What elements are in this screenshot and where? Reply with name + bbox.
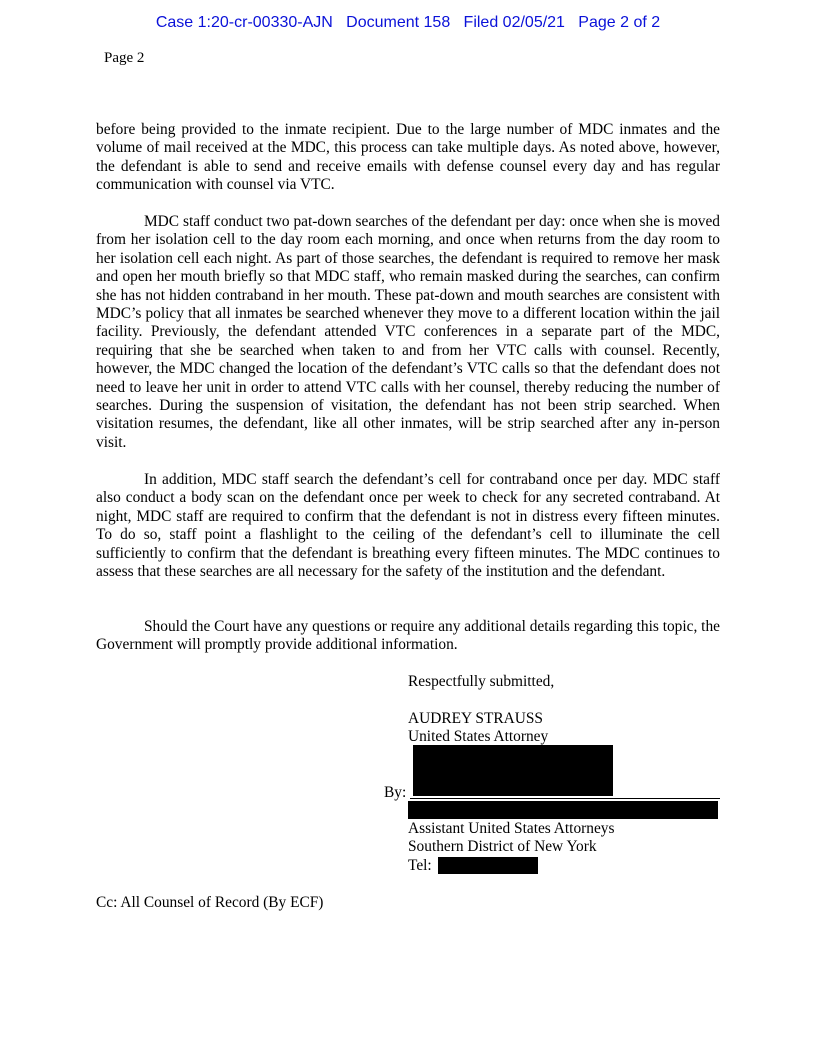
paragraph-2: MDC staff conduct two pat-down searches of the defendant per day: once when she is moved from her isolation cell to the day room each morning, and once when returns from the day room to her isolation cell each night. As part of those searches, the defendant is required to remove her mask and open her mouth briefly so that MDC staff, who remain masked during the searches, can confirm she has not hidden contraband in her mouth. These pat-down and mouth searches are consistent with MDC’s policy that all inmates be searched whenever they move to a different location within the jail facility. Previously, the defendant attended VTC conferences in a separate part of the MDC, requiring that she be searched when taken to and from her VTC calls with counsel. Recently, however, the MDC changed the location of the defendant’s VTC calls so that the defendant does not need to leave her unit in order to attend VTC calls with her counsel, thereby reducing the number of searches. During the suspension of visitation, the defendant has not been strip searched. When visitation resumes, the defendant, like all other inmates, will be strip searched after any in-person visit. xyxy=(96,213,720,451)
signature-by-label: By: xyxy=(384,784,407,801)
cc-line: Cc: All Counsel of Record (By ECF) xyxy=(96,894,324,911)
attorney-title: United States Attorney xyxy=(408,728,549,746)
signature-line xyxy=(410,798,720,799)
case-header-stamp: Case 1:20-cr-00330-AJN Document 158 Filed 02/05/21 Page 2 of 2 xyxy=(155,14,661,31)
redacted-names xyxy=(408,801,718,819)
paragraph-1: before being provided to the inmate recipient. Due to the large number of MDC inmates and the volume of mail received at the MDC, this process can take multiple days. As noted above, however, the defendant is able to send and receive emails with defense counsel every day and has regular communication with counsel via VTC. xyxy=(96,121,720,194)
signer-district: Southern District of New York xyxy=(408,838,597,856)
signer-role: Assistant United States Attorneys xyxy=(408,820,615,837)
paragraph-3: In addition, MDC staff search the defendant’s cell for contraband once per day. MDC staff also conduct a body scan on the defendant once per week to check for any secreted contraband. At night, MDC staff are required to confirm that the defendant is not in distress every fifteen minutes. To do so, staff point a flashlight to the ceiling of the defendant’s cell to illuminate the cell sufficiently to confirm that the defendant is breathing every fifteen minutes. The MDC continues to assess that these searches are all necessary for the safety of the institution and the defendant. xyxy=(96,471,720,581)
telephone-label: Tel: xyxy=(408,856,432,874)
redacted-signature xyxy=(413,745,613,796)
signature-attorney-block xyxy=(408,710,548,747)
redacted-telephone xyxy=(438,857,538,874)
paragraph-4: Should the Court have any questions or require any additional details regarding this topic, the Government will promptly provide additional information. xyxy=(96,618,720,654)
attorney-name: AUDREY STRAUSS xyxy=(408,710,543,727)
signature-closing: Respectfully submitted, xyxy=(408,673,555,690)
page-number-label: Page 2 xyxy=(104,50,145,66)
